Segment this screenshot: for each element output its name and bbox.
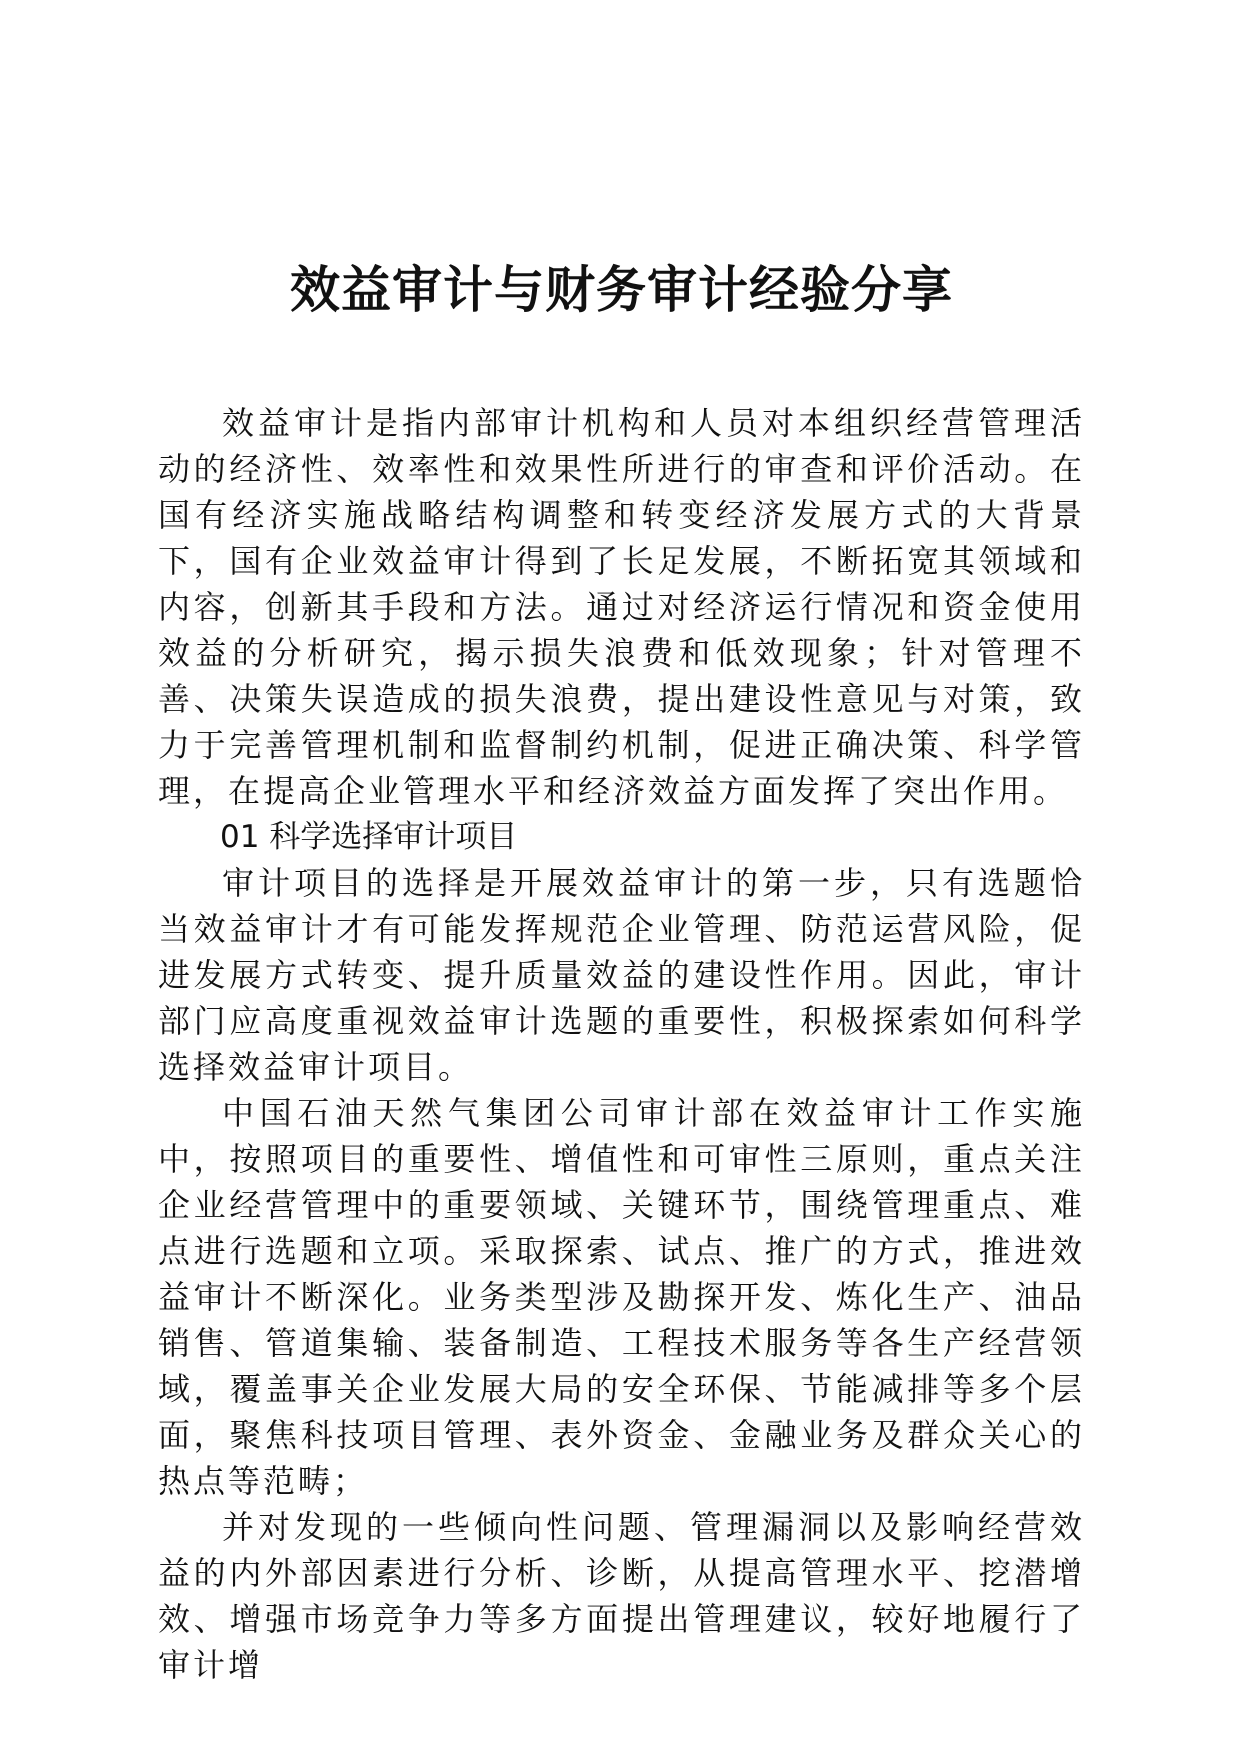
section-heading: 01 科学选择审计项目 bbox=[220, 819, 518, 855]
body-paragraph: 并对发现的一些倾向性问题、管理漏洞以及影响经营效益的内外部因素进行分析、诊断，从提高管理水平、挖潜增效、增强市场竞争力等多方面提出管理建议，较好地履行了审计增 bbox=[158, 1508, 1085, 1684]
intro-paragraph: 效益审计是指内部审计机构和人员对本组织经营管理活动的经济性、效率性和效果性所进行的审查和评价活动。在国有经济实施战略结构调整和转变经济发展方式的大背景下，国有企业效益审计得到了长足发展，不断拓宽其领域和内容，创新其手段和方法。通过对经济运行情况和资金使用效益的分析研究，揭示损失浪费和低效现象；针对管理不善、决策失误造成的损失浪费，提出建设性意见与对策，致力于完善管理机制和监督制约机制，促进正确决策、科学管理，在提高企业管理水平和经济效益方面发挥了突出作用。 bbox=[158, 404, 1085, 810]
body-paragraph: 中国石油天然气集团公司审计部在效益审计工作实施中，按照项目的重要性、增值性和可审性三原则，重点关注企业经营管理中的重要领域、关键环节，围绕管理重点、难点进行选题和立项。采取探索、试点、推广的方式，推进效益审计不断深化。业务类型涉及勘探开发、炼化生产、油品销售、管道集输、装备制造、工程技术服务等各生产经营领域，覆盖事关企业发展大局的安全环保、节能减排等多个层面，聚焦科技项目管理、表外资金、金融业务及群众关心的热点等范畴； bbox=[158, 1094, 1085, 1500]
document-title: 效益审计与财务审计经验分享 bbox=[290, 260, 953, 319]
document-body bbox=[158, 400, 1085, 1688]
body-paragraph: 审计项目的选择是开展效益审计的第一步，只有选题恰当效益审计才有可能发挥规范企业管理、防范运营风险，促进发展方式转变、提升质量效益的建设性作用。因此，审计部门应高度重视效益审计选题的重要性，积极探索如何科学选择效益审计项目。 bbox=[158, 864, 1085, 1086]
